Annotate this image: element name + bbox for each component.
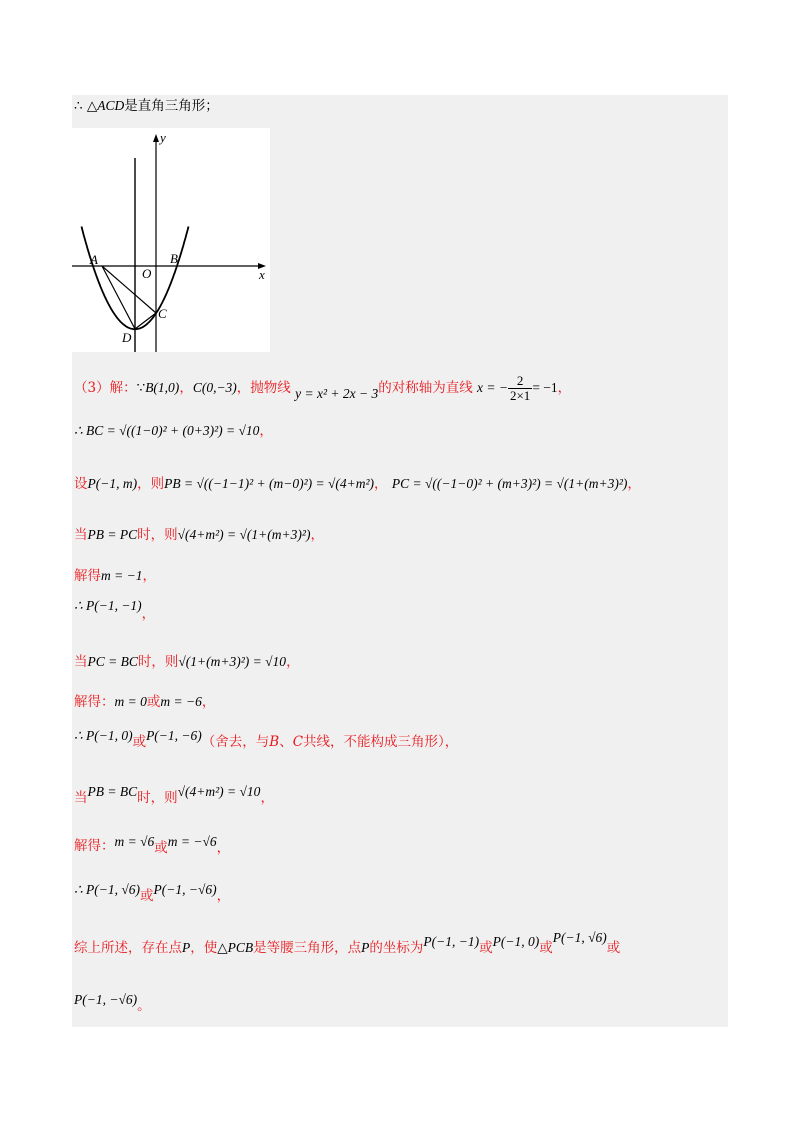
separator: 、 bbox=[279, 734, 293, 750]
line-summary-cont bbox=[74, 990, 151, 1014]
axis-x-prefix: x = − bbox=[477, 380, 508, 395]
coordinates-text: 的坐标为 bbox=[369, 940, 424, 956]
origin-label: O bbox=[142, 266, 152, 281]
comma: ， bbox=[627, 476, 641, 492]
answer-2: P(−1, 0) bbox=[492, 934, 540, 949]
or-text: 或 bbox=[132, 734, 147, 750]
line-conclusion-acd bbox=[74, 96, 219, 116]
m-value-2: m = −√6 bbox=[167, 834, 217, 849]
comma: ， bbox=[259, 423, 273, 439]
condition-pc-bc: PC = BC bbox=[87, 654, 138, 669]
line-set-p bbox=[74, 474, 641, 494]
axis-value: = −1 bbox=[532, 380, 558, 395]
reject-note: （舍去，与 bbox=[201, 734, 270, 750]
triangle-acd: △ACD bbox=[86, 98, 125, 113]
p-point-result-2: P(−1, −√6) bbox=[153, 882, 217, 897]
comma: ， bbox=[141, 606, 156, 622]
condition-pb-bc: PB = BC bbox=[87, 784, 138, 799]
line-summary bbox=[74, 930, 621, 956]
solve-text: 解得： bbox=[74, 694, 115, 710]
summary-text: 综上所述，存在点 bbox=[74, 940, 182, 956]
line-case-pb-pc bbox=[74, 525, 324, 545]
m-value: m = −1 bbox=[101, 568, 143, 583]
comma: ， bbox=[142, 568, 156, 584]
parabola-text: ，抛物线 bbox=[236, 380, 291, 396]
because-symbol: ∵ bbox=[136, 380, 146, 395]
when-text: 当 bbox=[74, 527, 88, 543]
comma: ， bbox=[286, 654, 300, 670]
point-p-ref: P bbox=[182, 940, 191, 955]
collinear-note: 共线，不能构成三角形）， bbox=[303, 734, 459, 750]
line-case-pb-bc bbox=[74, 782, 274, 806]
triangle-pcb: △PCB bbox=[217, 940, 254, 955]
line-p-result-3 bbox=[74, 880, 231, 904]
answer-3: P(−1, √6) bbox=[552, 930, 607, 945]
point-d-label: D bbox=[122, 330, 132, 345]
m-value-1: m = √6 bbox=[114, 834, 155, 849]
fraction-numerator: 2 bbox=[516, 373, 524, 388]
or-text: 或 bbox=[606, 940, 621, 956]
pc-formula: PC = √((−1−0)² + (m+3)²) = √(1+(m+3)²) bbox=[391, 476, 628, 491]
point-b-coord: B(1,0) bbox=[145, 380, 180, 395]
point-c-ref: C bbox=[292, 734, 304, 750]
when-text: 当 bbox=[74, 790, 88, 806]
or-text: 或 bbox=[479, 940, 493, 956]
bc-formula: ∴ BC = √((1−0)² + (0+3)²) = √10 bbox=[74, 423, 260, 438]
solve-text: 解得 bbox=[74, 568, 101, 584]
parabola-equation: y = x² + 2x − 3 bbox=[295, 386, 379, 401]
comma: ， bbox=[557, 380, 572, 396]
x-axis-label: x bbox=[259, 267, 265, 282]
solve-text: 解得： bbox=[74, 838, 115, 854]
or-text: 或 bbox=[154, 840, 168, 856]
line-p-result-2 bbox=[74, 726, 459, 750]
pb-formula: PB = √((−1−1)² + (m−0)²) = √(4+m²) bbox=[164, 476, 375, 491]
fraction bbox=[508, 374, 532, 403]
comma: ， bbox=[374, 476, 388, 492]
comma: ， bbox=[216, 888, 231, 904]
comma: ， bbox=[260, 790, 274, 806]
then-text: ，则 bbox=[137, 476, 165, 492]
p-point-result: ∴ P(−1, −1) bbox=[74, 598, 142, 613]
m-value-2: m = −6 bbox=[160, 694, 202, 709]
answer-1: P(−1, −1) bbox=[423, 934, 480, 949]
line-solve-m1 bbox=[74, 566, 156, 586]
comma: ， bbox=[201, 694, 216, 710]
period: 。 bbox=[137, 998, 151, 1014]
or-text: 或 bbox=[539, 940, 553, 956]
make-text: ，使 bbox=[190, 940, 218, 956]
line-part3-setup bbox=[74, 374, 571, 403]
then-text: 时，则 bbox=[137, 790, 178, 806]
y-axis-label: y bbox=[160, 130, 166, 145]
comma: ， bbox=[310, 527, 324, 543]
point-c-label: C bbox=[158, 306, 167, 321]
line-p-result-1 bbox=[74, 596, 156, 622]
or-text: 或 bbox=[139, 888, 154, 904]
part3-label: （3）解： bbox=[74, 380, 137, 396]
p-point-result-1: ∴ P(−1, √6) bbox=[74, 882, 140, 897]
line-solve-m2 bbox=[74, 692, 215, 712]
set-text: 设 bbox=[74, 476, 88, 492]
when-text: 当 bbox=[74, 654, 88, 670]
then-text: 时，则 bbox=[137, 654, 179, 670]
equation-pb-pc: √(4+m²) = √(1+(m+3)²) bbox=[177, 527, 311, 542]
line-case-pc-bc bbox=[74, 652, 300, 672]
point-a-label: A bbox=[90, 252, 98, 267]
therefore-symbol: ∴ bbox=[74, 98, 87, 114]
equation-pc-bc: √(1+(m+3)²) = √10 bbox=[178, 654, 287, 669]
y-axis-arrow-icon bbox=[153, 134, 159, 142]
segment-dc bbox=[135, 313, 156, 329]
point-p-ref: P bbox=[361, 940, 370, 955]
line-bc-length bbox=[74, 421, 273, 441]
point-b-ref: B bbox=[269, 734, 280, 750]
line-solve-m3 bbox=[74, 832, 231, 856]
then-text: 时，则 bbox=[137, 527, 178, 543]
condition-pb-pc: PB = PC bbox=[87, 527, 138, 542]
point-p-param: P(−1, m) bbox=[87, 476, 138, 491]
point-c-coord: C(0,−3) bbox=[192, 380, 237, 395]
comma: ， bbox=[179, 380, 193, 396]
m-value-1: m = 0 bbox=[114, 694, 147, 709]
answer-4: P(−1, −√6) bbox=[74, 992, 138, 1007]
right-triangle-text: 是直角三角形； bbox=[124, 98, 219, 114]
p-point-rejected: P(−1, −6) bbox=[146, 728, 202, 743]
parabola-graph bbox=[72, 128, 270, 352]
fraction-denominator: 2×1 bbox=[509, 388, 531, 403]
or-text: 或 bbox=[146, 694, 161, 710]
comma: ， bbox=[216, 840, 231, 856]
equation-pb-bc: √(4+m²) = √10 bbox=[177, 784, 261, 799]
point-b-label: B bbox=[170, 251, 178, 266]
symmetry-axis-text: 的对称轴为直线 bbox=[378, 380, 473, 396]
p-point-result: ∴ P(−1, 0) bbox=[74, 728, 133, 743]
isosceles-text: 是等腰三角形，点 bbox=[253, 940, 362, 956]
